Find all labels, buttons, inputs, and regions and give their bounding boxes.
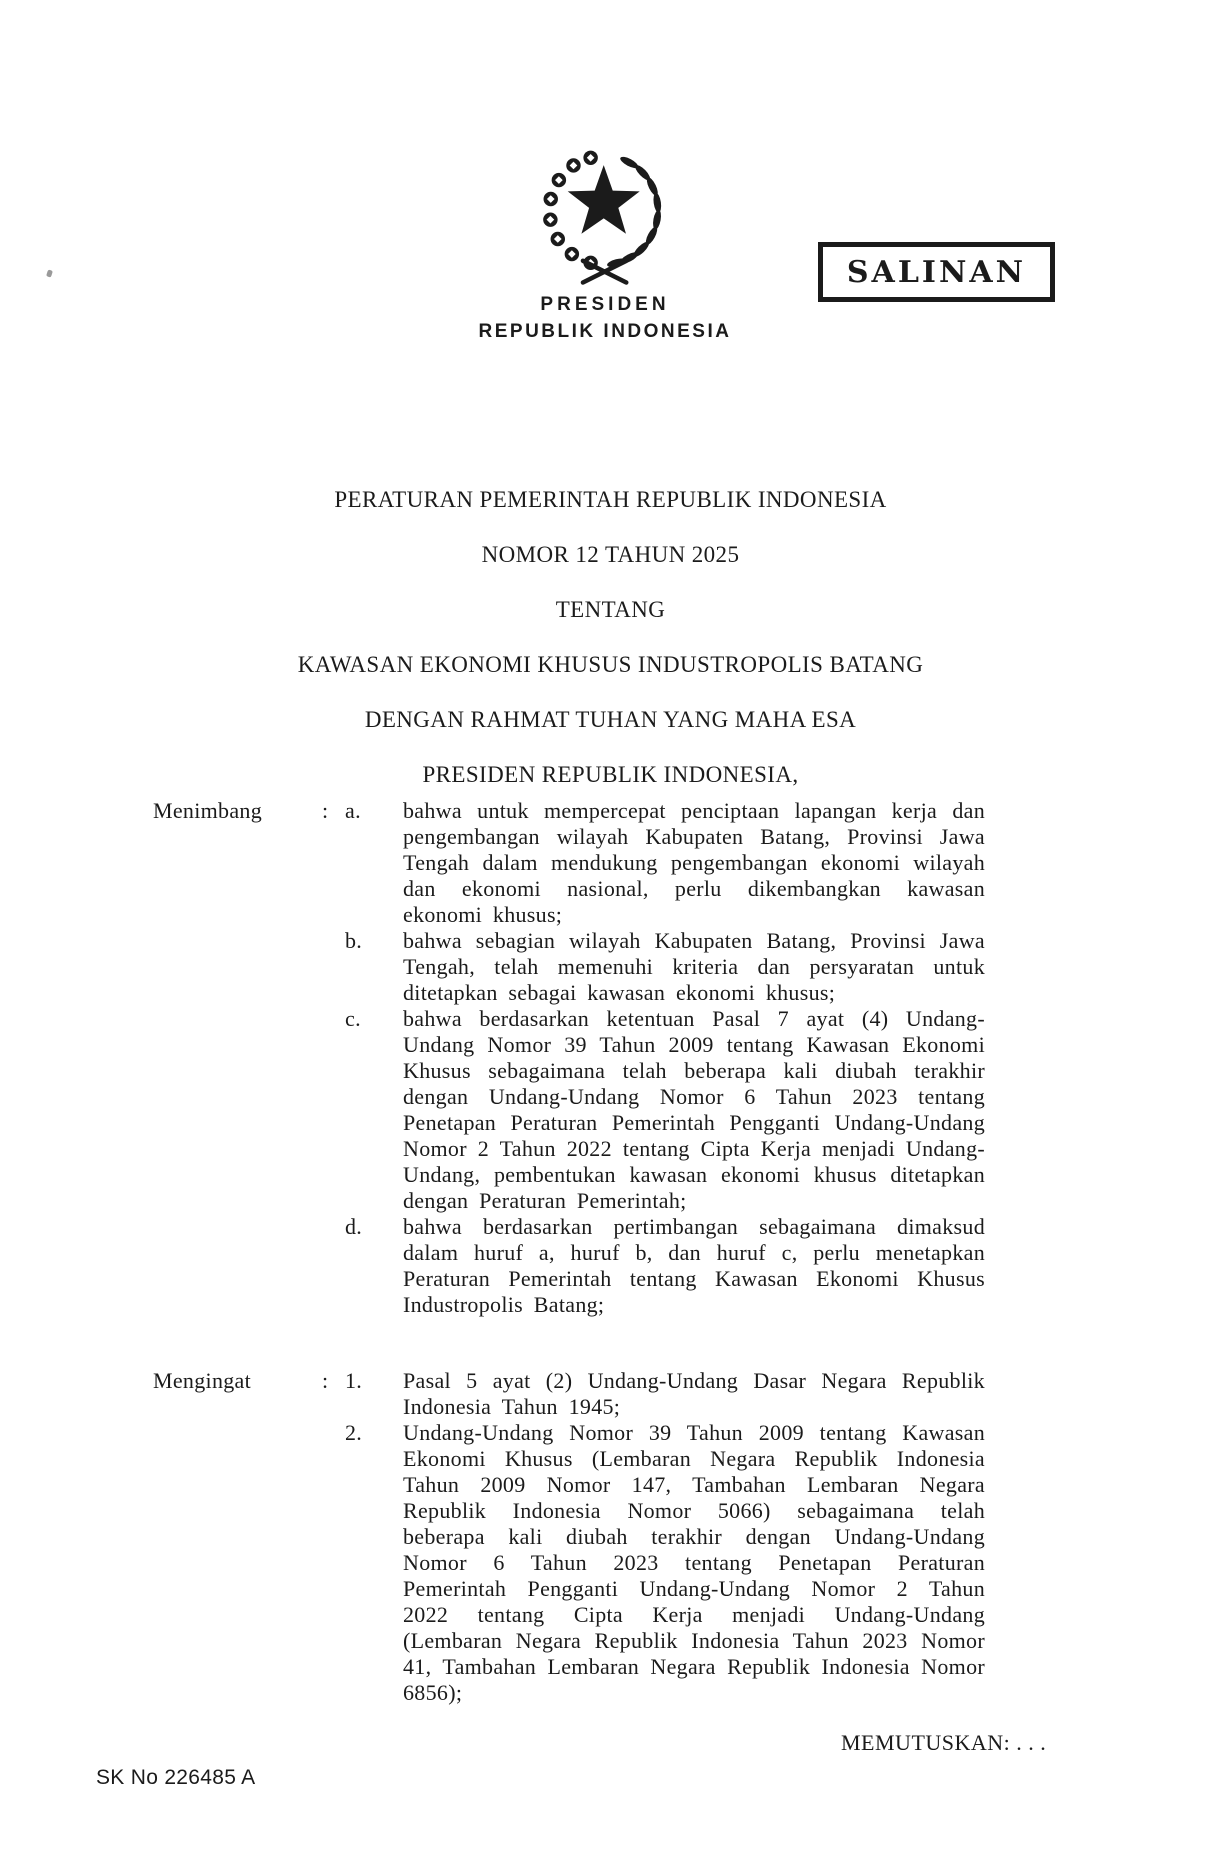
title-tentang: TENTANG [555, 597, 666, 622]
clause-colon: : [322, 1368, 329, 1393]
list-item [345, 1214, 985, 1318]
clause-menimbang [153, 798, 1043, 1318]
list-item [345, 1420, 985, 1706]
invocation-line: DENGAN RAHMAT TUHAN YANG MAHA ESA [364, 707, 857, 732]
crossed-stems-icon [583, 261, 626, 283]
letterhead-presiden: PRESIDEN [540, 294, 670, 315]
list-item [345, 798, 985, 928]
salinan-stamp [818, 242, 1055, 302]
clause-label: Mengingat [153, 1368, 252, 1393]
sk-number: SK No 226485 A [96, 1766, 256, 1789]
list-item [345, 1006, 985, 1214]
regulation-subject: KAWASAN EKONOMI KHUSUS INDUSTROPOLIS BATANG [297, 652, 924, 677]
item-marker: a. [345, 798, 361, 823]
clause-items [345, 798, 985, 1318]
clause-label: Menimbang [153, 798, 263, 823]
memutuskan-continuation: MEMUTUSKAN: . . . [841, 1730, 1047, 1755]
regulation-number: NOMOR 12 TAHUN 2025 [481, 542, 740, 567]
item-text: bahwa berdasarkan pertimbangan sebagaimana dimaksud dalam huruf a, huruf b, dan huruf c, perlu menetapkan Peraturan Pemerintah tentang Kawasan Ekonomi Khusus Industropolis Batang; [403, 1214, 985, 1317]
enacting-authority: PRESIDEN REPUBLIK INDONESIA, [422, 762, 799, 787]
item-marker: 2. [345, 1420, 363, 1445]
item-text: Pasal 5 ayat (2) Undang-Undang Dasar Negara Republik Indonesia Tahun 1945; [403, 1368, 985, 1419]
item-text: bahwa sebagian wilayah Kabupaten Batang, Provinsi Jawa Tengah, telah memenuhi kriteria dan persyaratan untuk ditetapkan sebagai kawasan ekonomi khusus; [403, 928, 985, 1005]
item-marker: 1. [345, 1368, 363, 1393]
salinan-stamp-text: SALINAN [846, 254, 1027, 290]
item-text: Undang-Undang Nomor 39 Tahun 2009 tentang Kawasan Ekonomi Khusus (Lembaran Negara Republik Indonesia Tahun 2009 Nomor 147, Tambahan Lembaran Negara Republik Indonesia Nomor 5066) sebagaimana telah beberapa kali diubah terakhir dengan Undang-Undang Nomor 6 Tahun 2023 tentang Penetapan Peraturan Pemerintah Pengganti Undang-Undang Nomor 2 Tahun 2022 tentang Cipta Kerja menjadi Undang-Undang (Lembaran Negara Republik Indonesia Tahun 2023 Nomor 41, Tambahan Lembaran Negara Republik Indonesia Nomor 6856); [403, 1420, 985, 1705]
item-marker: b. [345, 928, 363, 953]
title-block [0, 488, 1221, 818]
item-text: bahwa untuk mempercepat penciptaan lapangan kerja dan pengembangan wilayah Kabupaten Batang, Provinsi Jawa Tengah dalam mendukung pengembangan ekonomi wilayah dan ekonomi nasional, perlu dikembangkan kawasan ekonomi khusus; [403, 798, 985, 927]
letterhead-republik-indonesia: REPUBLIK INDONESIA [478, 321, 732, 342]
regulation-title: PERATURAN PEMERINTAH REPUBLIK INDONESIA [334, 487, 887, 512]
item-marker: c. [345, 1006, 361, 1031]
scan-artifact [46, 269, 53, 277]
clause-colon: : [322, 798, 329, 823]
item-text: bahwa berdasarkan ketentuan Pasal 7 ayat (4) Undang-Undang Nomor 39 Tahun 2009 tentang Kawasan Ekonomi Khusus sebagaimana telah beberapa kali diubah terakhir dengan Undang-Undang Nomor 6 Tahun 2023 tentang Penetapan Peraturan Pemerintah Pengganti Undang-Undang Nomor 2 Tahun 2022 tentang Cipta Kerja menjadi Undang-Undang, pembentukan kawasan ekonomi khusus ditetapkan dengan Peraturan Pemerintah; [403, 1006, 985, 1213]
list-item [345, 928, 985, 1006]
presidential-emblem [518, 136, 684, 290]
clause-items [345, 1368, 985, 1706]
star-icon [568, 165, 640, 234]
clause-mengingat [153, 1368, 1043, 1706]
letterhead [405, 294, 805, 343]
list-item [345, 1368, 985, 1420]
item-marker: d. [345, 1214, 363, 1239]
